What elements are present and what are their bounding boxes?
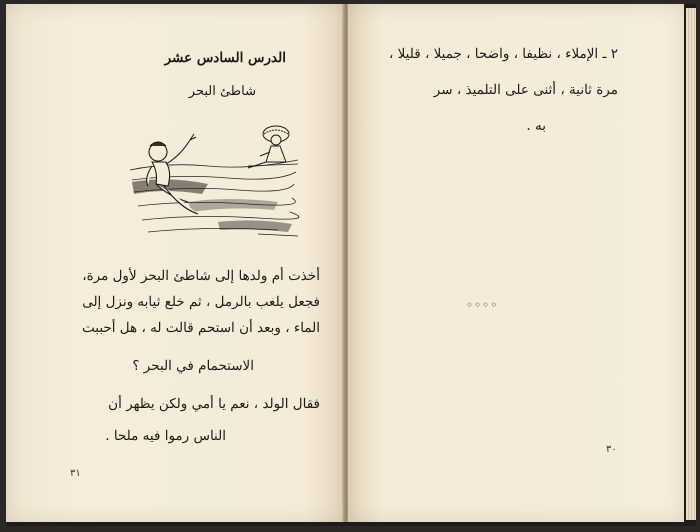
section-ornament: ◦◦◦◦ (466, 298, 499, 312)
lesson-subtitle: شاطئ البحر (188, 84, 256, 99)
right-line2: مرة ثانية ، أثنى على التلميذ ، سر (433, 82, 618, 98)
beach-illustration (128, 122, 300, 242)
paragraph2-line2: الناس رموا فيه ملحا . (105, 428, 226, 444)
paragraph1-line1: أخذت أم ولدها إلى شاطئ البحر لأول مرة، (82, 268, 320, 284)
right-line1: ٢ ـ الإملاء ، نظيفا ، واضحا ، جميلا ، قليلا ، (388, 46, 618, 62)
page-number-right: ٣٠ (606, 444, 617, 455)
lesson-title: الدرس السادس عشر (164, 50, 286, 66)
left-page (6, 4, 344, 522)
page-edges (686, 8, 696, 520)
paragraph1-line3: الماء ، وبعد أن استحم قالت له ، هل أحببت (82, 320, 320, 336)
open-book (6, 4, 696, 526)
right-line3: به . (526, 118, 546, 134)
page-number-left: ٣١ (70, 468, 81, 479)
paragraph1-line2: فجعل يلعب بالرمل ، ثم خلع ثيابه ونزل إلى (82, 294, 320, 310)
right-page (348, 4, 684, 522)
paragraph2-line1: فقال الولد ، نعم يا أمي ولكن يظهر أن (108, 396, 320, 412)
paragraph1-line4: الاستحمام في البحر ؟ (132, 358, 254, 374)
